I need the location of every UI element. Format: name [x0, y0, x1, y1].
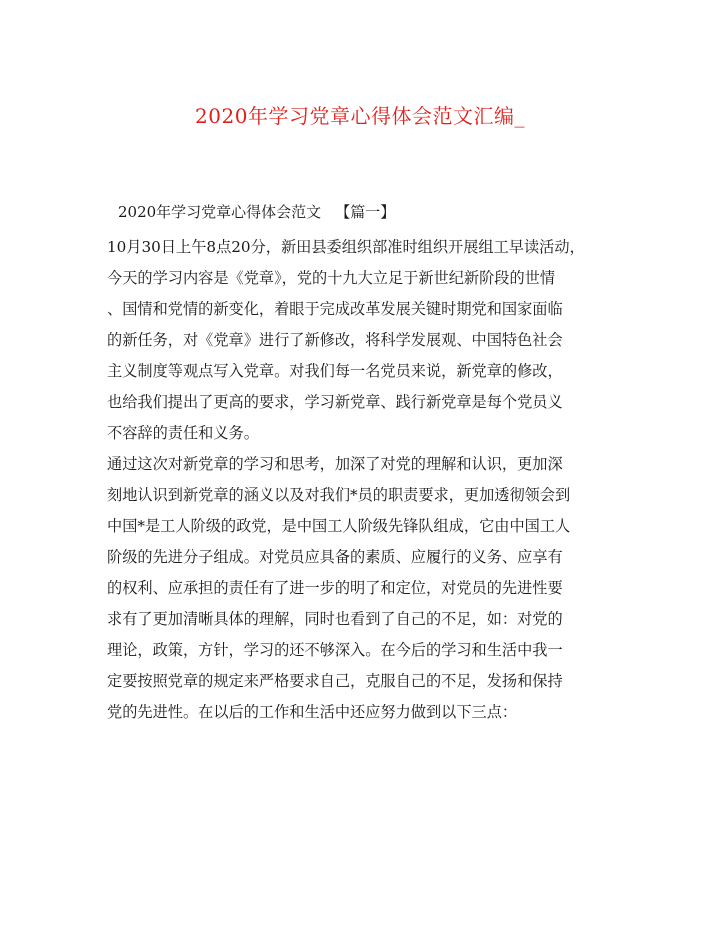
body-text — [107, 232, 627, 728]
paragraph-line: 主义制度等观点写入党章。对我们每一名党员来说，新党章的修改， — [107, 362, 563, 380]
paragraph-line: 、国情和党情的新变化，着眼于完成改革发展关键时期党和国家面临 — [107, 300, 563, 318]
paragraph-line: 理论，政策，方针，学习的还不够深入。在今后的学习和生活中我一 — [107, 641, 563, 659]
section-heading-text: 2020年学习党章心得体会范文 — [118, 203, 322, 221]
paragraph-line: 今天的学习内容是《党章》，党的十九大立足于新世纪新阶段的世情 — [107, 269, 556, 287]
paragraph-2 — [107, 449, 627, 728]
paragraph-line: 中国*是工人阶级的政党，是中国工人阶级先锋队组成，它由中国工人 — [107, 517, 571, 535]
paragraph-line: 求有了更加清晰具体的理解，同时也看到了自己的不足，如：对党的 — [107, 610, 563, 628]
paragraph-line: 的权利、应承担的责任有了进一步的明了和定位，对党员的先进性要 — [107, 579, 563, 597]
paragraph-line: 通过这次对新党章的学习和思考，加深了对党的理解和认识，更加深 — [107, 455, 563, 473]
paragraph-line: 刻地认识到新党章的涵义以及对我们*员的职责要求，更加透彻领会到 — [107, 486, 571, 504]
paragraph-1 — [107, 232, 627, 449]
section-tag: 【篇一】 — [335, 203, 396, 221]
paragraph-line: 党的先进性。在以后的工作和生活中还应努力做到以下三点： — [107, 703, 518, 721]
paragraph-line: 不容辞的责任和义务。 — [107, 424, 259, 442]
paragraph-line: 的新任务，对《党章》进行了新修改，将科学发展观、中国特色社会 — [107, 331, 563, 349]
paragraph-line: 也给我们提出了更高的要求，学习新党章、践行新党章是每个党员义 — [107, 393, 563, 411]
paragraph-line: 定要按照党章的规定来严格要求自己，克服自己的不足，发扬和保持 — [107, 672, 563, 690]
section-heading — [118, 201, 395, 222]
document-title: 2020年学习党章心得体会范文汇编_ — [195, 104, 525, 128]
paragraph-line: 阶级的先进分子组成。对党员应具备的素质、应履行的义务、应享有 — [107, 548, 563, 566]
paragraph-line: 10月30日上午8点20分，新田县委组织部准时组织开展组工早读活动， — [107, 238, 585, 256]
